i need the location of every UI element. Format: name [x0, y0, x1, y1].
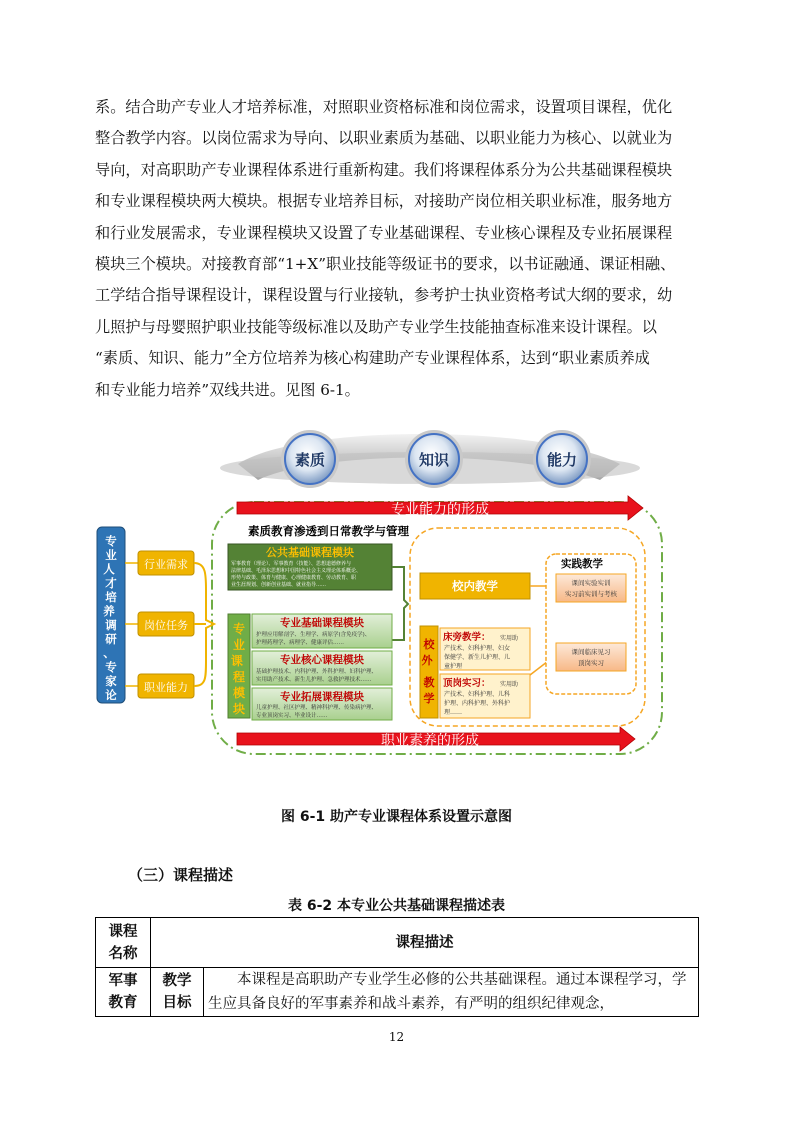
campus-label: 校内教学 [452, 579, 498, 593]
row-description-text: 本课程是高职助产专业学生必修的公共基础课程。通过本课程学习，学生应具备良好的军事素养和战斗素养，有严明的组织纪律观念， [208, 972, 687, 1012]
basic-module-lines: 护理应用解剖学、生理学、病原学(含免疫学)、护理药理学、病理学、健康评估…… [256, 632, 371, 646]
body-line: 和行业发展需求，专业课程模块又设置了专业基础课程、专业核心课程及专业拓展课程 [95, 223, 673, 242]
intern-title: 顶岗实习： [443, 678, 491, 689]
row-sub-line: 教学 [162, 973, 192, 989]
core-module-lines: 基础护理技术、内科护理、外科护理、妇科护理、实用助产技术、新生儿护理、急救护理技术…… [256, 669, 378, 683]
body-line: 模块三个模块。对接教育部“1+X”职业技能等级证书的要求，以书证融通、课证相融、 [95, 255, 676, 274]
bottom-arrow-label: 职业素养的形成 [381, 733, 479, 749]
bedside-title: 床旁教学： [443, 632, 491, 643]
row-name-line: 教育 [108, 995, 138, 1011]
body-line: 整合教学内容。以岗位需求为导向、以职业素质为基础、以职业能力为核心、以就业为 [95, 129, 673, 148]
body-line: 工学结合指导课程设计，课程设置与行业接轨，参考护士执业资格考试大纲的要求，幼 [95, 286, 673, 305]
top-arrow [237, 496, 643, 520]
public-module-lines: 军事教育（理论）、军事教育（技能）、思想道德修养与法律基础、毛泽东思想和中国特色社会主义理论体系概论、 形势与政策、体育与健康、心理健康教育、劳动教育、职业生涯规划、创新创业基础、就业指导…… [231, 561, 362, 588]
row-subheading [151, 968, 204, 1017]
practice-box-2-line: 课间临床见习 [571, 648, 611, 656]
header-course-name [96, 918, 151, 968]
practice-title: 实践教学 [561, 558, 603, 570]
circle-zhishi [405, 430, 463, 488]
body-line: 儿照护与母婴照护职业技能等级标准以及助产专业学生技能抽查标准来设计课程。以 [95, 317, 657, 336]
left-item-label: 行业需求 [144, 558, 188, 571]
course-description-table [95, 917, 699, 1017]
bottom-arrow [237, 727, 635, 751]
practice-box-1-line: 课间实验实训 [571, 579, 611, 587]
circle-label: 素质 [294, 451, 326, 469]
body-line: “素质、知识、能力”全方位培养为核心构建助产专业课程体系，达到“职业素质养成 [95, 349, 650, 368]
row-course-name [96, 968, 151, 1017]
body-line: 导向，对高职助产专业课程体系进行重新构建。我们将课程体系分为公共基础课程模块 [95, 160, 673, 179]
circle-label: 知识 [418, 451, 450, 469]
left-item-industry [125, 551, 194, 575]
table-header-row [96, 918, 699, 968]
public-connector [392, 567, 408, 640]
row-description [204, 968, 699, 1017]
header-line: 名称 [108, 945, 138, 962]
left-item-ability [125, 674, 194, 698]
body-line: 系。结合助产专业人才培养标准，对照职业资格标准和岗位需求，设置项目课程，优化 [95, 98, 673, 116]
penetrate-label: 素质教育渗透到日常教学与管理 [248, 524, 409, 538]
bedside-lines: 实用助产技术、妇科护理、妇女 保健学、新生儿护理、儿童护理 [444, 635, 519, 670]
circle-suzhi [281, 430, 339, 488]
core-module-title: 专业核心课程模块 [280, 654, 364, 666]
header-course-desc: 课程描述 [151, 918, 699, 968]
ext-module-title: 专业拓展课程模块 [280, 691, 364, 703]
top-arrow-label: 专业能力的形成 [391, 502, 489, 518]
circle-label: 能力 [546, 451, 578, 469]
public-module-title: 公共基础课程模块 [266, 546, 354, 559]
body-line: 和专业能力培养”双线共进。见图 6-1。 [95, 380, 360, 399]
section-heading: （三）课程描述 [128, 866, 234, 884]
page-number: 12 [388, 1030, 405, 1044]
body-line: 和专业课程模块两大模块。根据专业培养目标，对接助产岗位相关职业标准，服务地方 [95, 192, 673, 211]
circle-nengli [533, 430, 591, 488]
intern-lines: 实用助产技术、妇科护理、儿科 护理、内科护理、外科护理…… [444, 681, 519, 716]
ext-module-lines: 儿童护理、社区护理、精神科护理、传染病护理、专业顶岗实习、毕业设计…… [256, 705, 378, 719]
left-item-label: 岗位任务 [144, 619, 188, 632]
left-item-label: 职业能力 [144, 681, 188, 694]
practice-box-2-line: 顶岗实习 [578, 659, 604, 667]
prof-module-vertical: 专业课 程模块 [230, 622, 246, 716]
left-item-post [125, 612, 194, 636]
row-sub-line: 目标 [162, 995, 192, 1011]
header-line: 课程 [108, 923, 138, 940]
basic-module-title: 专业基础课程模块 [280, 617, 364, 629]
row-name-line: 军事 [108, 973, 138, 989]
left-research-text: 专业人 才培养 调研、 专家论 [103, 534, 117, 702]
table-title: 表 6-2 本专业公共基础课程描述表 [287, 898, 506, 914]
offcampus-vertical: 校外 教学 [421, 638, 435, 705]
table-row [96, 968, 699, 1017]
figure-caption: 图 6-1 助产专业课程体系设置示意图 [280, 809, 513, 825]
practice-box-1-line: 实习前实训与考核 [565, 590, 617, 598]
